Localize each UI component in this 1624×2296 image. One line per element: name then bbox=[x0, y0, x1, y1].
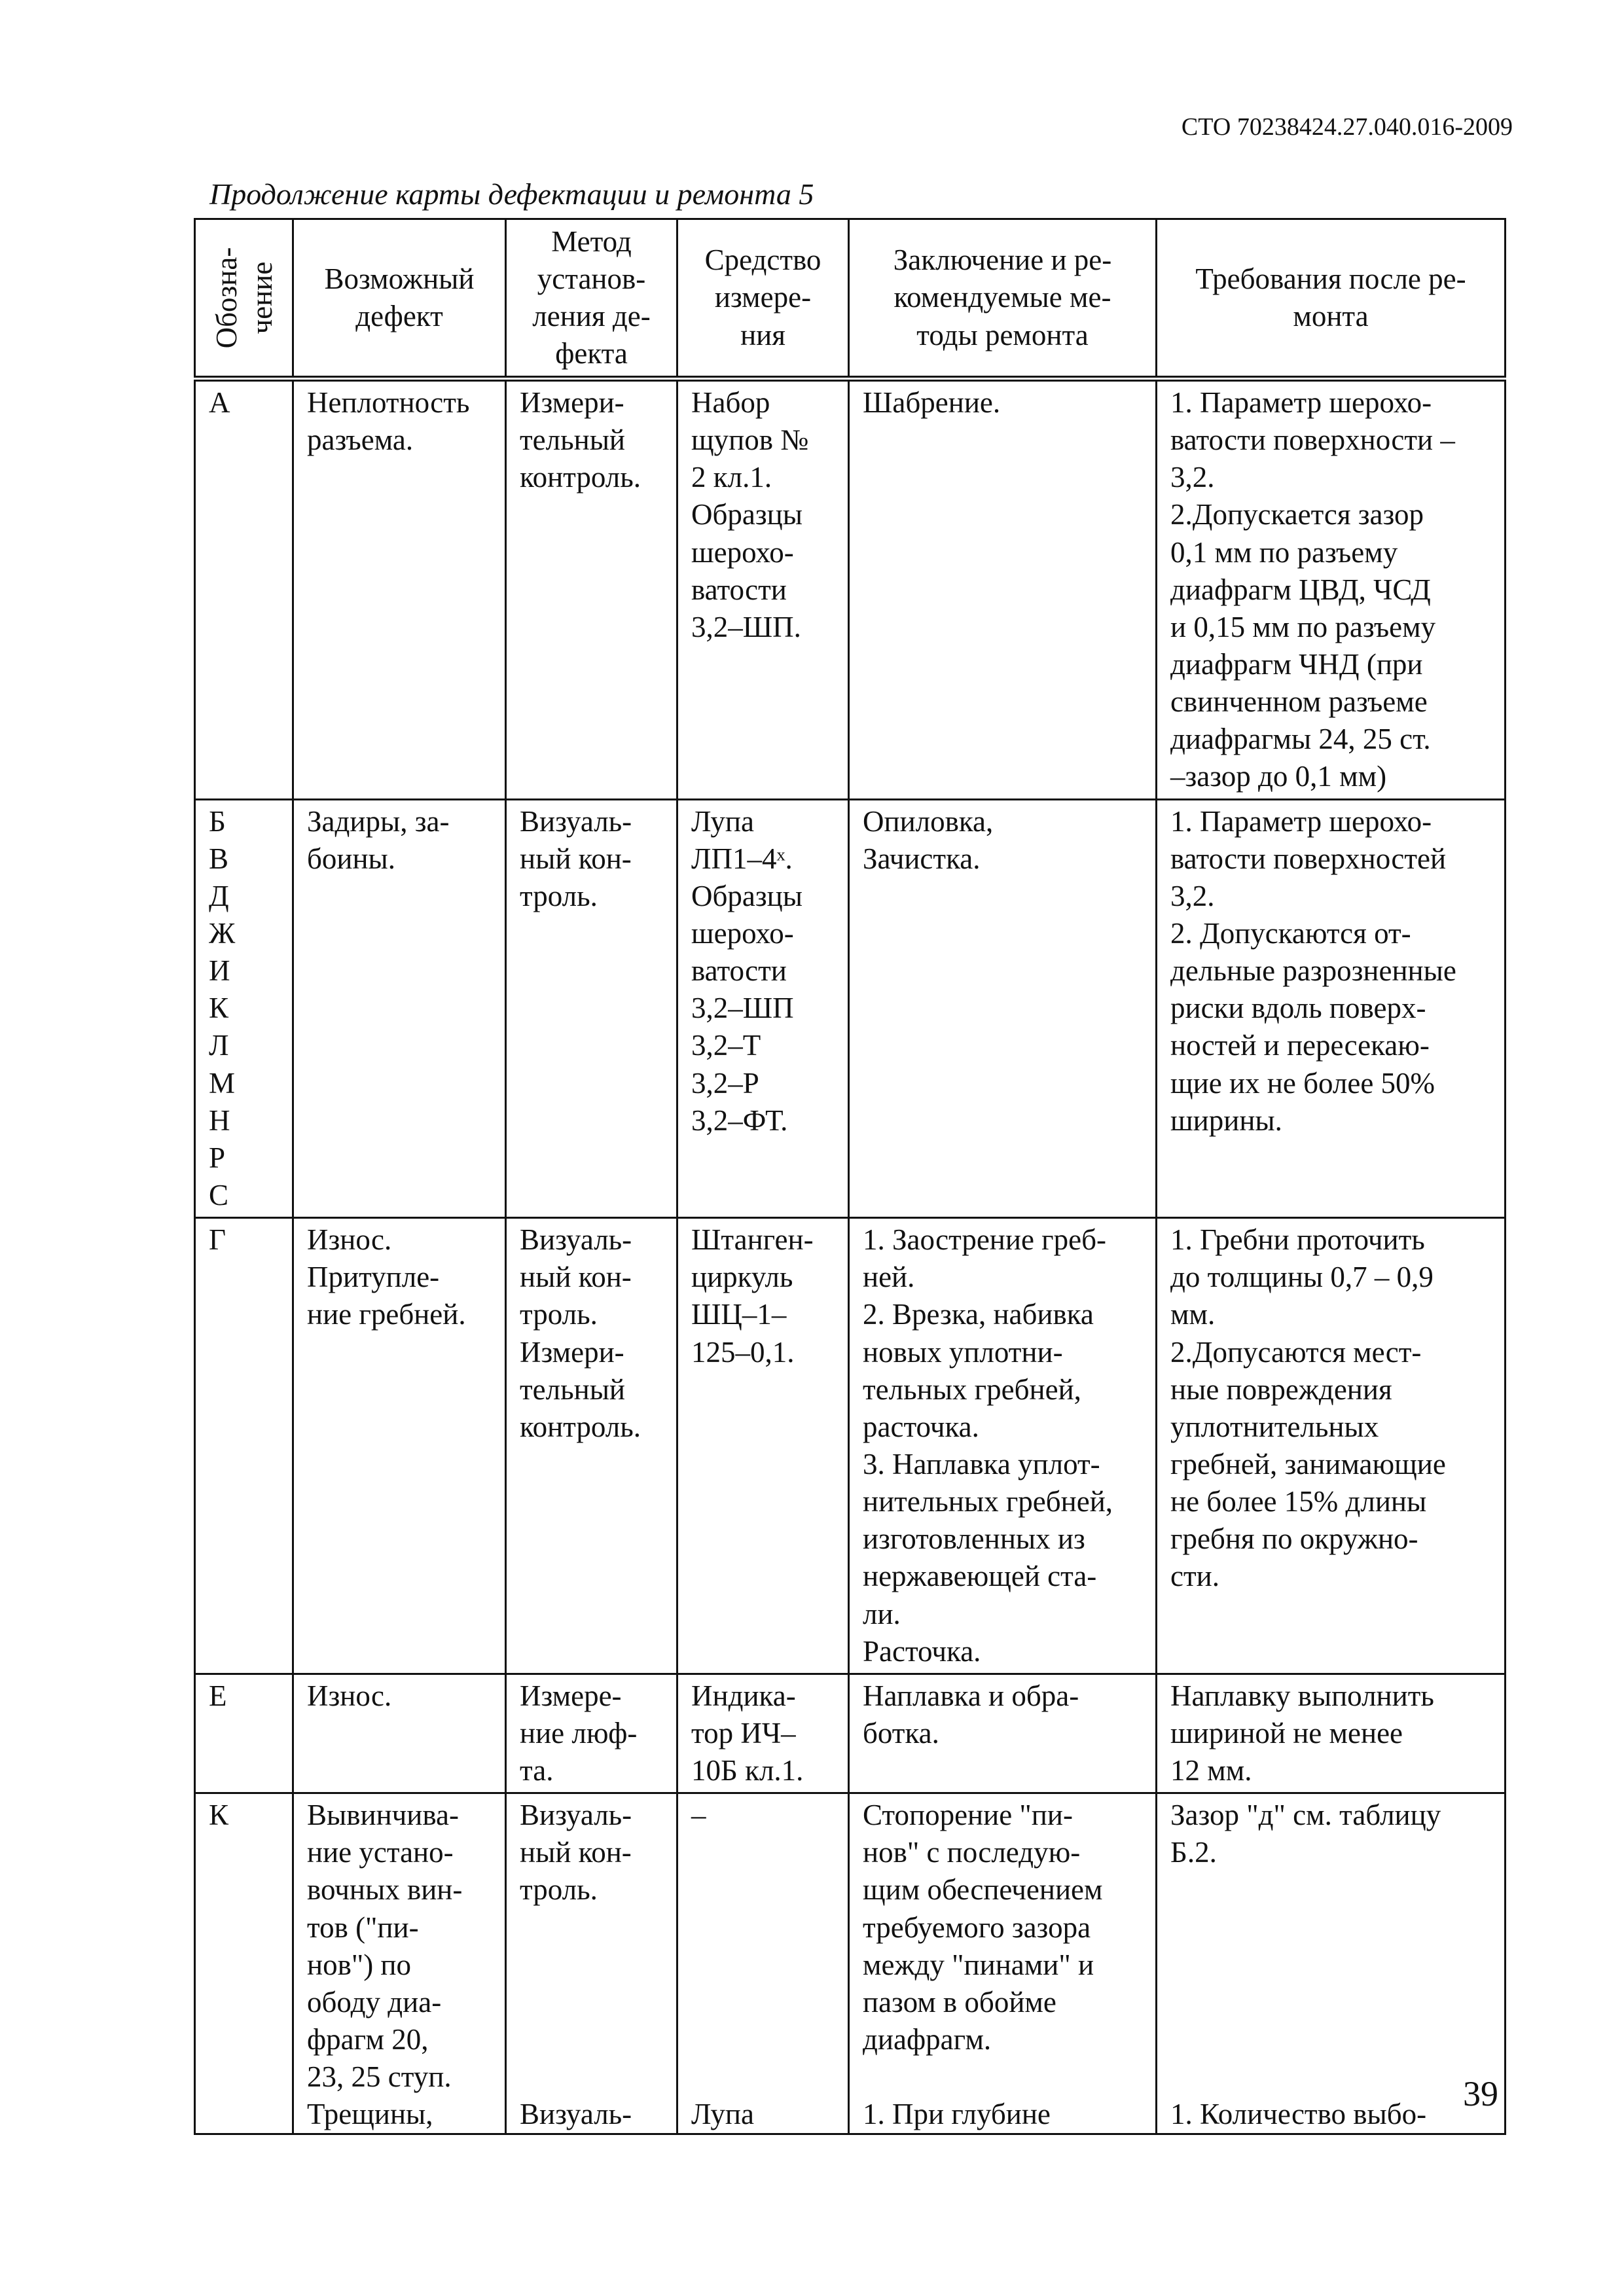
cell-defect: Неплотность разъема. bbox=[293, 379, 506, 800]
cell-defect: Износ. Притупле- ние гребней. bbox=[293, 1218, 506, 1674]
cell-tool: Индика- тор ИЧ– 10Б кл.1. bbox=[677, 1674, 849, 1793]
cell-conclusion: Стопорение "пи- нов" с последую- щим обеспечением требуемого зазора между "пинами" и пазом в обойме диафрагм. 1. При глубине bbox=[849, 1793, 1157, 2134]
cell-requirements: 1. Параметр шерохо- ватости поверхности – 3,2. 2.Допускается зазор 0,1 мм по разъему диафрагм ЦВД, ЧСД и 0,15 мм по разъему диафрагм ЧНД (при свинченном разъеме диафрагмы 24, 25 ст. –зазор до 0,1 мм) bbox=[1157, 379, 1506, 800]
table-row bbox=[195, 1218, 1506, 1674]
column-header-mark bbox=[195, 219, 293, 379]
cell-conclusion: Наплавка и обра- ботка. bbox=[849, 1674, 1157, 1793]
page-number: 39 bbox=[1463, 2074, 1498, 2113]
defect-repair-table bbox=[194, 218, 1506, 2135]
column-header-method: Метод установ- ления де- фекта bbox=[506, 219, 677, 379]
column-header-conclusion: Заключение и ре- комендуемые ме- тоды ремонта bbox=[849, 219, 1157, 379]
table-row bbox=[195, 1793, 1506, 2134]
cell-mark: Б В Д Ж И К Л М Н Р С bbox=[195, 799, 293, 1218]
cell-requirements: 1. Параметр шерохо- ватости поверхностей 3,2. 2. Допускаются от- дельные разрозненные риски вдоль поверх- ностей и пересекаю- щие их не более 50% ширины. bbox=[1157, 799, 1506, 1218]
cell-defect: Износ. bbox=[293, 1674, 506, 1793]
table-row bbox=[195, 379, 1506, 800]
cell-method: Измери- тельный контроль. bbox=[506, 379, 677, 800]
cell-requirements: 1. Гребни проточить до толщины 0,7 – 0,9 мм. 2.Допусаются мест- ные повреждения уплотнительных гребней, занимающие не более 15% длины гребня по окружно- сти. bbox=[1157, 1218, 1506, 1674]
column-header-defect: Возможный дефект bbox=[293, 219, 506, 379]
cell-mark: Е bbox=[195, 1674, 293, 1793]
cell-tool: Набор щупов № 2 кл.1. Образцы шерохо- ватости 3,2–ШП. bbox=[677, 379, 849, 800]
column-header-requirements: Требования после ре- монта bbox=[1157, 219, 1506, 379]
table-row bbox=[195, 1674, 1506, 1793]
table-caption: Продолжение карты дефектации и ремонта 5 bbox=[209, 177, 814, 211]
cell-conclusion: 1. Заострение греб- ней. 2. Врезка, набивка новых уплотни- тельных гребней, расточка. 3. Наплавка уплот- нительных гребней, изготовленных из нержавеющей ста- ли. Расточка. bbox=[849, 1218, 1157, 1674]
document-code: СТО 70238424.27.040.016-2009 bbox=[1181, 113, 1513, 141]
cell-method: Измере- ние люф- та. bbox=[506, 1674, 677, 1793]
cell-conclusion: Шабрение. bbox=[849, 379, 1157, 800]
cell-method: Визуаль- ный кон- троль. bbox=[506, 799, 677, 1218]
cell-method: Визуаль- ный кон- троль. Визуаль- bbox=[506, 1793, 677, 2134]
cell-mark: А bbox=[195, 379, 293, 800]
table-row bbox=[195, 799, 1506, 1218]
cell-requirements: Наплавку выполнить шириной не менее 12 мм. bbox=[1157, 1674, 1506, 1793]
column-header-mark-text: Обозна- чение bbox=[209, 247, 278, 349]
cell-mark: К bbox=[195, 1793, 293, 2134]
column-header-tool: Средство измере- ния bbox=[677, 219, 849, 379]
cell-method: Визуаль- ный кон- троль. Измери- тельный контроль. bbox=[506, 1218, 677, 1674]
table-header-row bbox=[195, 219, 1506, 379]
cell-tool: – Лупа bbox=[677, 1793, 849, 2134]
cell-requirements: Зазор "д" см. таблицу Б.2. 1. Количество выбо- bbox=[1157, 1793, 1506, 2134]
cell-defect: Задиры, за- боины. bbox=[293, 799, 506, 1218]
cell-tool: Лупа ЛП1–4ˣ. Образцы шерохо- ватости 3,2–ШП 3,2–Т 3,2–Р 3,2–ФТ. bbox=[677, 799, 849, 1218]
cell-mark: Г bbox=[195, 1218, 293, 1674]
cell-conclusion: Опиловка, Зачистка. bbox=[849, 799, 1157, 1218]
cell-tool: Штанген- циркуль ШЦ–1– 125–0,1. bbox=[677, 1218, 849, 1674]
cell-defect: Вывинчива- ние устано- вочных вин- тов ("пи- нов") по ободу диа- фрагм 20, 23, 25 ступ. Трещины, bbox=[293, 1793, 506, 2134]
